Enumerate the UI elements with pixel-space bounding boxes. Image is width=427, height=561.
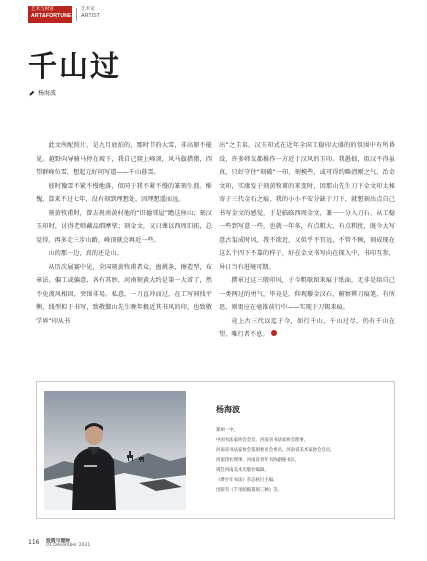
author-name: 杨海波 (38, 89, 57, 97)
header-divider (76, 8, 77, 21)
issue-date: 01 December 2021 (46, 543, 91, 548)
article-column-left (36, 139, 212, 328)
brand-name-cn: 艺术与财富 (31, 7, 54, 12)
section-label-en: ARTIST (81, 13, 101, 19)
magazine-name: 投资与理财 (46, 539, 70, 544)
article-title: 千山过 (28, 49, 122, 83)
bio-line: 中国书法家协会会员，河南省书法家协会理事， (216, 438, 309, 443)
paragraph: 撰章过这三般印风，于今粗歇留来痕于纸面，无非是给自己一类两过的勇气，毕竟是，仰观藜金汉石，俯察辨刀痕笔，有所思，则更应在毫锥前行中——实现于刀锡来痕。 (219, 277, 395, 311)
bio-line: 出版有《千里暗殿篆刻三种》等。 (216, 488, 282, 493)
section-label-cn: 艺术家 (81, 7, 95, 12)
page-number: 116 (28, 539, 40, 546)
brand-name-en: ART&FORTUNE (31, 13, 72, 19)
bio-line: 现任河南美术出版社编辑。 (216, 468, 269, 473)
bio-list (216, 426, 386, 496)
bio-line: 《费少年书法》杂志执行主编。 (216, 478, 278, 483)
end-mark-icon (271, 330, 277, 336)
paragraph: 从历次展赛中见，全国刻黄牧甫者众，蛊挑条，擦造型，布章法，偏工或偏意，各有其妙，河南刻黄大约是第一大省了，然不免流风相因，突围非易。私意，一刀直冲而过，在工写间找平衡，线型拟于书写，致敬鄞山先生晚年极近其书风的印，也致敬学界“印从书 (36, 263, 212, 325)
paragraph: 此文所配照片，是九月底拍的，那时节的大雪，非高原不能见。越野向导骑马停在坡下，我自己爬上峰顶，风马旗猎猎，四望群峰负雪，想起元好问写道——千山暮雪。 (36, 142, 212, 176)
brand-logo (28, 6, 72, 23)
section-label (81, 7, 100, 20)
author-photo (44, 391, 186, 510)
bio-line: 河南省书法家协会篆刻委员会委员，河南省美术家协会会员， (216, 448, 335, 453)
bio-line: 河南印社理事，河南省青年书协副秘书长， (216, 458, 300, 463)
paragraph: 刻黄牧甫时，曾去祝南黄村他的“旧德邻屋”瞻这座山；刻汉玉印时，讨得老师藏品细摩挲；刻金文，又日课以西周旧拓，总觉得，再多走三步山路，峰顶就会再近一些。 (36, 209, 212, 244)
pen-icon (28, 90, 35, 97)
paragraph: 出”之圭臬，汉玉印式在近年全国工稳印大盛的的氛围中有所昏没，许多师友都推作一方近于汉风的玉印。我愚拙，拟汉不得虽真，只好守住“刻破”一印，刻模些，或可得约略清刚之气，治金文印，实缘发于刻黄牧甫的来变时，因那山先生刀下金文印太秘寄于三代金石之痕，我的小小不安分缺于刀下，就想刻出点自己书写金文的感觉，于是临临西周金文，兼一一分入刀石，从工稳一些到写意一些，也就一年多，有点粗大，有点粗扰，既今大写意古玺成时风，我不欲近，又似乎不宜远，不管不顾，刻成现在这么个四下不靠的样子，好在金文书写向在探入中，书印互参，异日当有进境可期。 (219, 142, 395, 271)
bio-line: 郑州一中， (216, 428, 238, 433)
paragraph-text: 竟上古三代以迄于今，如行千山，千山过尽，仍有千山在望，唯行者不息。 (219, 317, 395, 338)
bio-name: 杨海波 (216, 405, 240, 414)
article-column-right (219, 139, 395, 342)
paragraph (219, 315, 395, 342)
paragraph: 山的那一边，真的还是山。 (48, 250, 123, 257)
paragraph: 彼时豫雪不紧不慢地落，似同于我不紧不慢的篆刻生涯。惭愧，算来不过七年，没有刻到理想处，因理想遥而远。 (36, 182, 212, 203)
